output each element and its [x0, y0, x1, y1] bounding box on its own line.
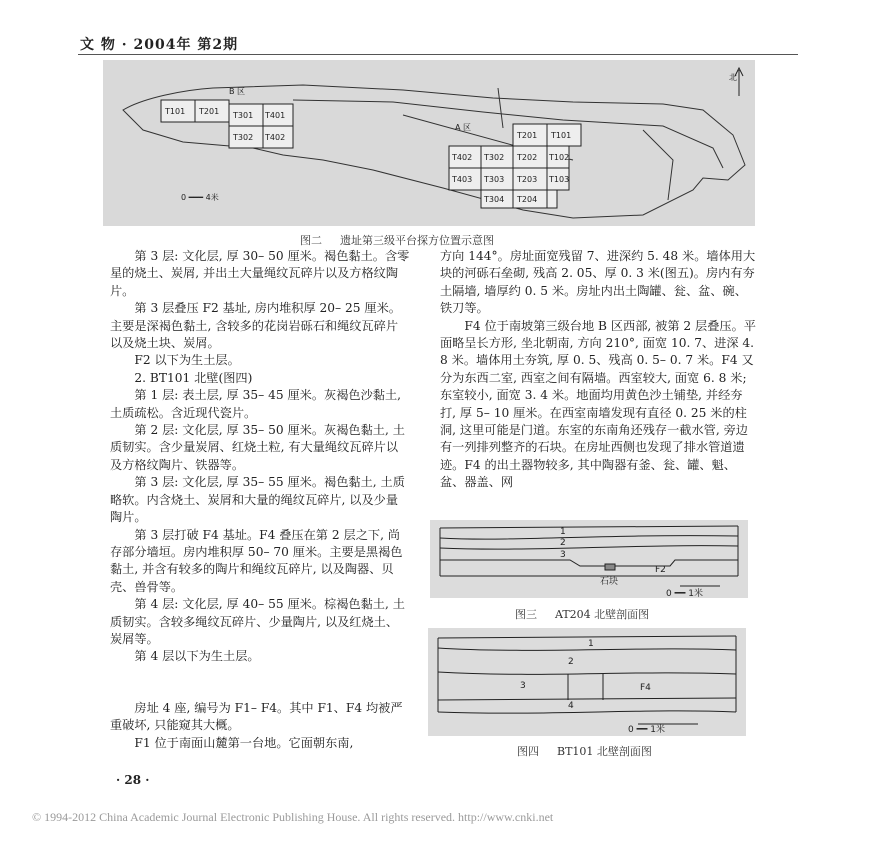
paragraph: 第 1 层: 表土层, 厚 35– 45 厘米。灰褐色沙黏土, 土质疏松。含近现代瓷片。	[110, 388, 402, 420]
square-label: T302	[484, 153, 505, 162]
paragraph: 第 3 层打破 F4 基址。F4 叠压在第 2 层之下, 尚存部分墙垣。房内堆积厚 50– 70 厘米。主要是黑褐色黏土, 并含有较多的陶片和绳纹瓦碎片, 以及陶器、贝壳、兽骨等。	[110, 527, 403, 594]
paragraph: 第 3 层: 文化层, 厚 35– 55 厘米。褐色黏土, 土质略软。内含烧土、炭屑和大量的绳纹瓦碎片, 以及少量陶片。	[110, 475, 405, 525]
map-scale: 0 ━━━ 4米	[181, 193, 219, 202]
layer-label: F4	[640, 683, 651, 693]
square-label: T402	[452, 153, 473, 162]
page-number: · 28 ·	[116, 773, 150, 787]
paragraph: F1 位于南面山麓第一台地。它面朝东南,	[134, 735, 354, 750]
square-label: T302	[233, 133, 254, 142]
header-rule	[78, 54, 798, 55]
site-map-svg	[103, 60, 755, 226]
square-label: T203	[517, 175, 538, 184]
inner-path-c	[643, 130, 673, 200]
figure-3-caption: 图三 AT204 北壁剖面图	[515, 608, 650, 621]
inner-path-a	[498, 88, 503, 128]
layer-label: 1	[560, 527, 566, 537]
layer-label: 1	[588, 639, 594, 649]
figure-3-profile	[430, 520, 748, 598]
square-label: T304	[484, 195, 505, 204]
square-label: T403	[452, 175, 473, 184]
square-label: T101	[551, 131, 572, 140]
paragraph: 第 4 层: 文化层, 厚 40– 55 厘米。棕褐色黏土, 土质韧实。含较多绳纹瓦碎片、少量陶片, 以及红烧土、炭屑等。	[110, 597, 405, 646]
paragraph: 第 4 层以下为生土层。	[134, 649, 260, 664]
square-label: T201	[199, 107, 220, 116]
paragraph: 房址 4 座, 编号为 F1– F4。其中 F1、F4 均被严重破坏, 只能窥其大概。	[110, 700, 403, 733]
zone-b-label: B 区	[229, 87, 246, 96]
paragraph: 2. BT101 北壁(图四)	[134, 370, 253, 385]
layer-label: 2	[568, 657, 574, 667]
left-column	[110, 248, 410, 752]
layer-label: 3	[560, 550, 566, 560]
square-label: T101	[165, 107, 186, 116]
paragraph: F4 位于南坡第三级台地 B 区西部, 被第 2 层叠压。平面略呈长方形, 坐北朝南, 方向 210°, 面宽 10. 7、进深 4. 8 米。墙体用土夯筑, 厚 0. 5、残高 0. 5– 0. 7 米。F4 又分为东西二室, 西室之间有隔墙。西室较大, 面宽 6. 8 米; 东室较小, 面宽 3. 4 米。地面均用黄色沙土铺垫, 并经夯打, 厚 5– 10 厘米。在西室南墙发现有直径 0. 25 米的柱洞, 这里可能是门道。东室的东南角还残存一截水管, 旁边有一列排列整齐的石块。在房址西侧也发现了排水管道遗迹。F4 的出土器物较多, 其中陶器有釜、瓮、罐、魁、盆、器盖、网	[440, 318, 756, 490]
copyright-footer: © 1994-2012 China Academic Journal Electronic Publishing House. All rights reserved. http://www.cnki.net	[32, 810, 554, 824]
square-label: T202	[517, 153, 538, 162]
paragraph: 第 3 层叠压 F2 基址, 房内堆积厚 20– 25 厘米。主要是深褐色黏土, 含较多的花岗岩砾石和绳纹瓦碎片以及烧土块、炭屑。	[110, 301, 401, 351]
square-label: T301	[233, 111, 254, 120]
square-label: T103	[549, 175, 570, 184]
figure-4-profile	[428, 628, 746, 736]
square-label: T402	[265, 133, 286, 142]
figure-2-site-map	[103, 60, 755, 226]
square-label: T201	[517, 131, 538, 140]
right-column	[440, 248, 758, 492]
square-label: T303	[484, 175, 505, 184]
north-label: 北	[729, 73, 737, 82]
layer-label: F2	[655, 565, 666, 575]
paragraph: 方向 144°。房址面宽残留 7、进深约 5. 48 米。墙体用大块的河砾石垒砌, 残高 2. 05、厚 0. 3 米(图五)。房内有夯土隔墙, 墙厚约 0. 5 米。房址内出土陶罐、瓮、盆、碗、铁刀等。	[440, 249, 756, 316]
layer-label: 石块	[600, 577, 619, 587]
layer-label: 3	[520, 681, 526, 691]
paragraph: 第 3 层: 文化层, 厚 30– 50 厘米。褐色黏土。含零星的烧土、炭屑, 并出土大量绳纹瓦碎片以及方格纹陶片。	[110, 249, 410, 298]
paragraph: F2 以下为生土层。	[134, 353, 240, 368]
paragraph: 第 2 层: 文化层, 厚 35– 50 厘米。灰褐色黏土, 土质韧实。含少量炭屑、红烧土粒, 有大量绳纹瓦碎片以及方格纹陶片、铁器等。	[110, 423, 405, 472]
layer-label: 2	[560, 538, 566, 548]
profile-scale: 0 ━━ 1米	[628, 725, 666, 735]
figure-2-caption: 图二 遗址第三级平台探方位置示意图	[300, 234, 494, 247]
layer-label: 4	[568, 701, 574, 711]
zone-a-label: A 区	[455, 123, 472, 132]
square-label: T401	[265, 111, 286, 120]
square-label: T204	[517, 195, 538, 204]
profile-scale: 0 ━━ 1米	[666, 589, 704, 598]
square-label: T102	[549, 153, 570, 162]
figure-4-caption: 图四 BT101 北壁剖面图	[517, 745, 652, 758]
journal-header: 文 物 · 2004年 第2期	[80, 37, 239, 53]
